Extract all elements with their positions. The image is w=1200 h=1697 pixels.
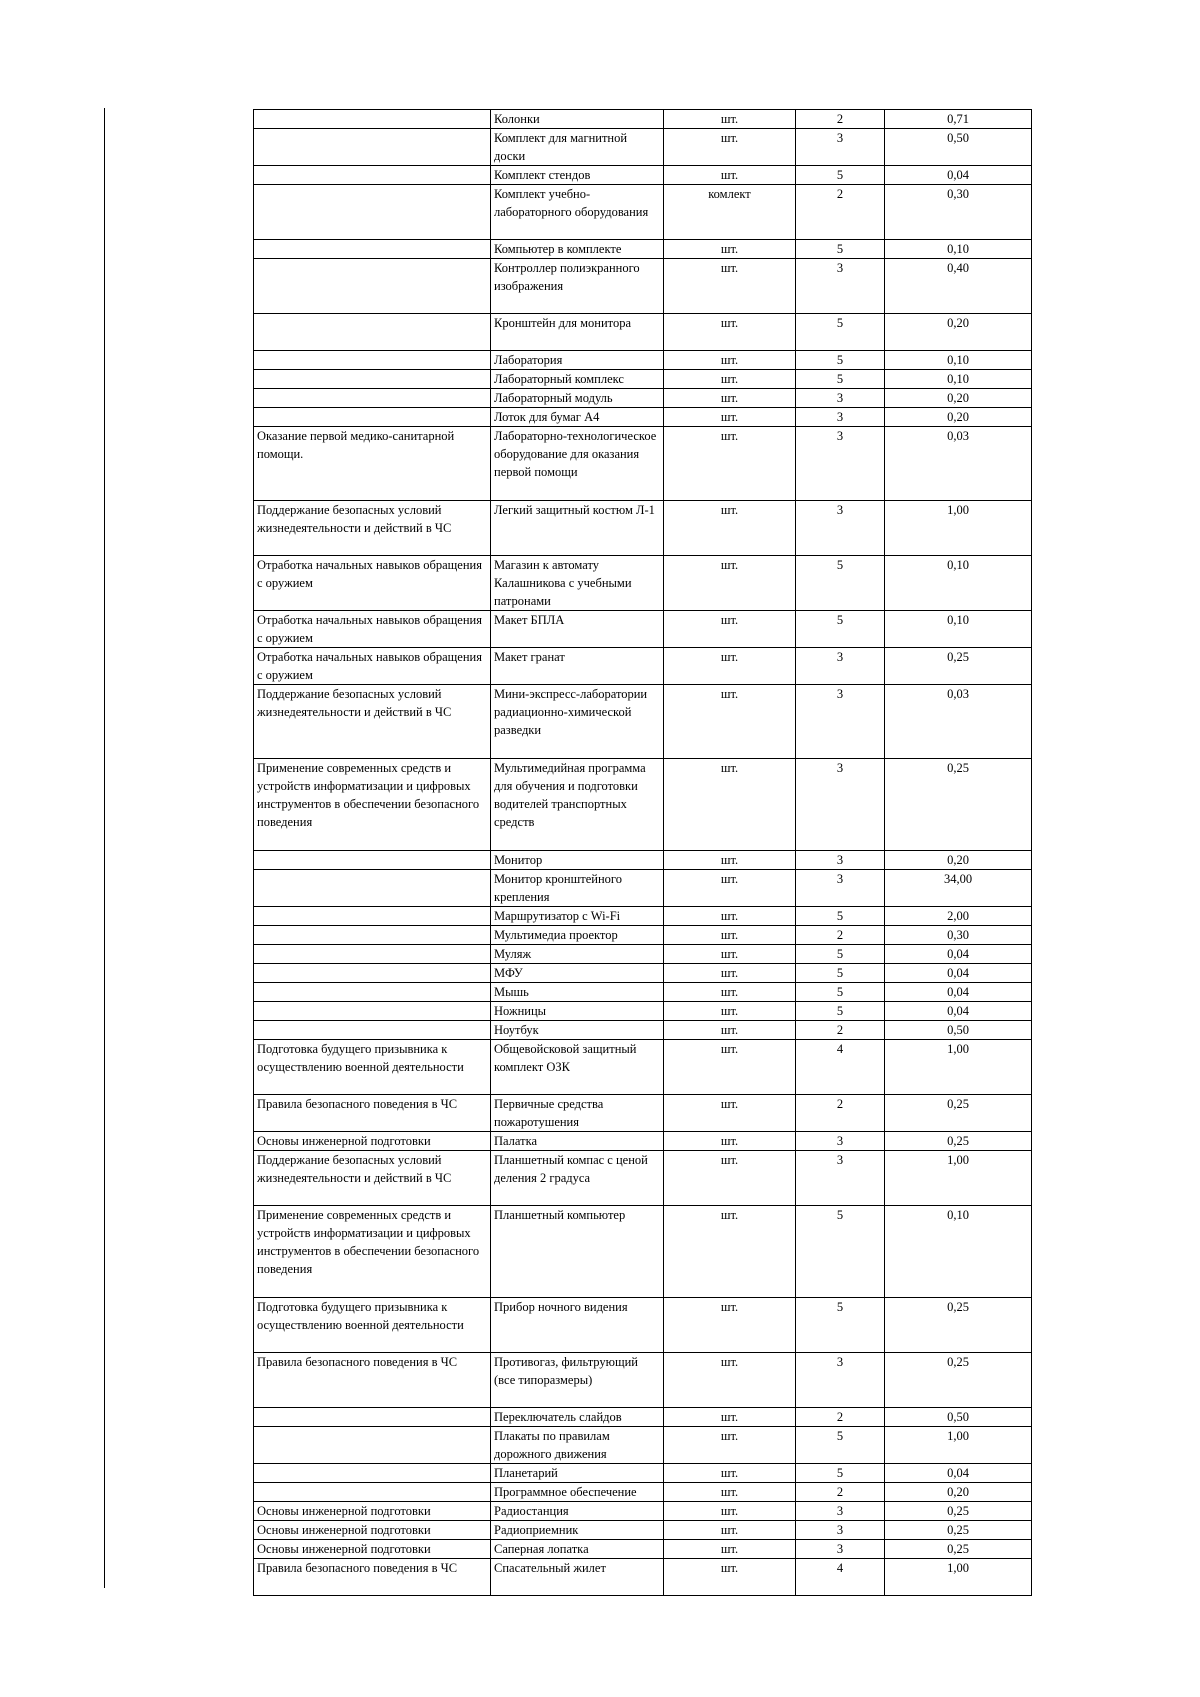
unit-cell: шт. — [664, 556, 796, 611]
item-name-cell: Комплект стендов — [491, 166, 664, 185]
unit-cell: шт. — [664, 945, 796, 964]
value-cell: 0,10 — [885, 1206, 1032, 1298]
unit-cell: шт. — [664, 1298, 796, 1353]
unit-cell: шт. — [664, 314, 796, 351]
section-cell — [254, 1483, 491, 1502]
value-cell: 0,25 — [885, 1298, 1032, 1353]
table-row — [254, 408, 1032, 427]
table-row — [254, 1502, 1032, 1521]
quantity-cell: 5 — [796, 907, 885, 926]
item-name-cell: Первичные средства пожаротушения — [491, 1095, 664, 1132]
item-name-cell: Компьютер в комплекте — [491, 240, 664, 259]
item-name-cell: Монитор кронштейного крепления — [491, 870, 664, 907]
section-cell: Основы инженерной подготовки — [254, 1132, 491, 1151]
quantity-cell: 5 — [796, 1464, 885, 1483]
value-cell: 1,00 — [885, 1040, 1032, 1095]
item-name-cell: Комплект учебно-лабораторного оборудования — [491, 185, 664, 240]
table-row — [254, 1021, 1032, 1040]
quantity-cell: 5 — [796, 240, 885, 259]
unit-cell: шт. — [664, 611, 796, 648]
table-row — [254, 851, 1032, 870]
unit-cell: шт. — [664, 1206, 796, 1298]
section-cell — [254, 945, 491, 964]
section-cell — [254, 408, 491, 427]
section-cell — [254, 240, 491, 259]
section-cell: Основы инженерной подготовки — [254, 1521, 491, 1540]
value-cell: 0,25 — [885, 1521, 1032, 1540]
section-cell: Отработка начальных навыков обращения с оружием — [254, 648, 491, 685]
unit-cell: шт. — [664, 501, 796, 556]
quantity-cell: 3 — [796, 1502, 885, 1521]
section-cell — [254, 314, 491, 351]
unit-cell: шт. — [664, 926, 796, 945]
table-row — [254, 1095, 1032, 1132]
table-row — [254, 501, 1032, 556]
value-cell: 0,04 — [885, 964, 1032, 983]
quantity-cell: 5 — [796, 1298, 885, 1353]
value-cell: 0,50 — [885, 129, 1032, 166]
item-name-cell: Магазин к автомату Калашникова с учебными патронами — [491, 556, 664, 611]
section-cell: Отработка начальных навыков обращения с оружием — [254, 556, 491, 611]
table-row — [254, 166, 1032, 185]
quantity-cell: 2 — [796, 1095, 885, 1132]
section-cell — [254, 870, 491, 907]
item-name-cell: МФУ — [491, 964, 664, 983]
value-cell: 0,30 — [885, 926, 1032, 945]
item-name-cell: Переключатель слайдов — [491, 1408, 664, 1427]
value-cell: 0,20 — [885, 314, 1032, 351]
section-cell: Применение современных средств и устройств информатизации и цифровых инструментов в обеспечении безопасного поведения — [254, 1206, 491, 1298]
value-cell: 0,50 — [885, 1021, 1032, 1040]
section-cell: Поддержание безопасных условий жизнедеятельности и действий в ЧС — [254, 1151, 491, 1206]
quantity-cell: 3 — [796, 1521, 885, 1540]
unit-cell: шт. — [664, 129, 796, 166]
unit-cell: шт. — [664, 685, 796, 759]
quantity-cell: 3 — [796, 759, 885, 851]
quantity-cell: 2 — [796, 926, 885, 945]
table-row — [254, 648, 1032, 685]
unit-cell: шт. — [664, 1502, 796, 1521]
table-row — [254, 983, 1032, 1002]
item-name-cell: Мультимедиа проектор — [491, 926, 664, 945]
table-row — [254, 110, 1032, 129]
value-cell: 0,10 — [885, 611, 1032, 648]
item-name-cell: Лабораторно-технологическое оборудование для оказания первой помощи — [491, 427, 664, 501]
unit-cell: шт. — [664, 648, 796, 685]
table-row — [254, 1540, 1032, 1559]
section-cell — [254, 259, 491, 314]
unit-cell: шт. — [664, 240, 796, 259]
unit-cell: шт. — [664, 1095, 796, 1132]
quantity-cell: 5 — [796, 351, 885, 370]
unit-cell: шт. — [664, 1353, 796, 1408]
quantity-cell: 4 — [796, 1040, 885, 1095]
value-cell: 1,00 — [885, 501, 1032, 556]
item-name-cell: Плакаты по правилам дорожного движения — [491, 1427, 664, 1464]
value-cell: 0,71 — [885, 110, 1032, 129]
item-name-cell: Комплект для магнитной доски — [491, 129, 664, 166]
quantity-cell: 5 — [796, 983, 885, 1002]
section-cell — [254, 926, 491, 945]
unit-cell: шт. — [664, 408, 796, 427]
table-row — [254, 1206, 1032, 1298]
unit-cell: шт. — [664, 1521, 796, 1540]
quantity-cell: 5 — [796, 1427, 885, 1464]
section-cell — [254, 1002, 491, 1021]
unit-cell: шт. — [664, 1040, 796, 1095]
item-name-cell: Колонки — [491, 110, 664, 129]
quantity-cell: 3 — [796, 129, 885, 166]
value-cell: 0,25 — [885, 1502, 1032, 1521]
quantity-cell: 2 — [796, 1021, 885, 1040]
quantity-cell: 5 — [796, 964, 885, 983]
item-name-cell: Радиоприемник — [491, 1521, 664, 1540]
table-row — [254, 1298, 1032, 1353]
item-name-cell: Планшетный компьютер — [491, 1206, 664, 1298]
section-cell: Подготовка будущего призывника к осуществлению военной деятельности — [254, 1298, 491, 1353]
value-cell: 0,25 — [885, 1095, 1032, 1132]
section-cell — [254, 1464, 491, 1483]
value-cell: 1,00 — [885, 1559, 1032, 1596]
section-cell: Оказание первой медико-санитарной помощи. — [254, 427, 491, 501]
table-row — [254, 1559, 1032, 1596]
item-name-cell: Саперная лопатка — [491, 1540, 664, 1559]
value-cell: 0,04 — [885, 1464, 1032, 1483]
value-cell: 0,04 — [885, 1002, 1032, 1021]
quantity-cell: 5 — [796, 370, 885, 389]
section-cell — [254, 851, 491, 870]
value-cell: 0,20 — [885, 1483, 1032, 1502]
value-cell: 0,10 — [885, 351, 1032, 370]
unit-cell: шт. — [664, 1132, 796, 1151]
section-cell — [254, 1408, 491, 1427]
table-row — [254, 1132, 1032, 1151]
quantity-cell: 5 — [796, 945, 885, 964]
item-name-cell: Планшетный компас с ценой деления 2 градуса — [491, 1151, 664, 1206]
unit-cell: шт. — [664, 1464, 796, 1483]
unit-cell: шт. — [664, 166, 796, 185]
unit-cell: шт. — [664, 1151, 796, 1206]
item-name-cell: Мышь — [491, 983, 664, 1002]
unit-cell: шт. — [664, 964, 796, 983]
table-row — [254, 314, 1032, 351]
value-cell: 0,10 — [885, 240, 1032, 259]
table-row — [254, 1002, 1032, 1021]
item-name-cell: Палатка — [491, 1132, 664, 1151]
table-row — [254, 1040, 1032, 1095]
section-cell — [254, 185, 491, 240]
quantity-cell: 3 — [796, 408, 885, 427]
section-cell: Применение современных средств и устройств информатизации и цифровых инструментов в обеспечении безопасного поведения — [254, 759, 491, 851]
unit-cell: шт. — [664, 1540, 796, 1559]
quantity-cell: 2 — [796, 1408, 885, 1427]
left-margin-rule — [104, 108, 105, 1588]
section-cell — [254, 129, 491, 166]
unit-cell: комлект — [664, 185, 796, 240]
section-cell: Правила безопасного поведения в ЧС — [254, 1559, 491, 1596]
value-cell: 34,00 — [885, 870, 1032, 907]
table-row — [254, 945, 1032, 964]
table-row — [254, 1353, 1032, 1408]
table-row — [254, 1427, 1032, 1464]
item-name-cell: Макет БПЛА — [491, 611, 664, 648]
unit-cell: шт. — [664, 259, 796, 314]
value-cell: 0,25 — [885, 1132, 1032, 1151]
unit-cell: шт. — [664, 389, 796, 408]
table-row — [254, 556, 1032, 611]
quantity-cell: 3 — [796, 870, 885, 907]
value-cell: 0,25 — [885, 648, 1032, 685]
table-row — [254, 351, 1032, 370]
item-name-cell: Радиостанция — [491, 1502, 664, 1521]
unit-cell: шт. — [664, 983, 796, 1002]
table-row — [254, 370, 1032, 389]
quantity-cell: 5 — [796, 611, 885, 648]
quantity-cell: 5 — [796, 1002, 885, 1021]
item-name-cell: Планетарий — [491, 1464, 664, 1483]
table-row — [254, 1483, 1032, 1502]
unit-cell: шт. — [664, 1559, 796, 1596]
item-name-cell: Макет гранат — [491, 648, 664, 685]
unit-cell: шт. — [664, 759, 796, 851]
item-name-cell: Спасательный жилет — [491, 1559, 664, 1596]
quantity-cell: 5 — [796, 1206, 885, 1298]
item-name-cell: Ножницы — [491, 1002, 664, 1021]
value-cell: 0,25 — [885, 759, 1032, 851]
value-cell: 0,40 — [885, 259, 1032, 314]
value-cell: 0,20 — [885, 851, 1032, 870]
item-name-cell: Прибор ночного видения — [491, 1298, 664, 1353]
table-row — [254, 185, 1032, 240]
table-row — [254, 964, 1032, 983]
quantity-cell: 3 — [796, 851, 885, 870]
item-name-cell: Муляж — [491, 945, 664, 964]
table-row — [254, 1464, 1032, 1483]
table-row — [254, 389, 1032, 408]
section-cell: Поддержание безопасных условий жизнедеятельности и действий в ЧС — [254, 501, 491, 556]
quantity-cell: 3 — [796, 427, 885, 501]
item-name-cell: Лабораторный комплекс — [491, 370, 664, 389]
table-row — [254, 685, 1032, 759]
table-row — [254, 907, 1032, 926]
value-cell: 0,03 — [885, 427, 1032, 501]
section-cell — [254, 1427, 491, 1464]
section-cell — [254, 964, 491, 983]
section-cell — [254, 1021, 491, 1040]
table-row — [254, 259, 1032, 314]
value-cell: 0,04 — [885, 166, 1032, 185]
section-cell: Основы инженерной подготовки — [254, 1540, 491, 1559]
unit-cell: шт. — [664, 1002, 796, 1021]
quantity-cell: 3 — [796, 1540, 885, 1559]
section-cell — [254, 370, 491, 389]
quantity-cell: 2 — [796, 1483, 885, 1502]
item-name-cell: Легкий защитный костюм Л-1 — [491, 501, 664, 556]
unit-cell: шт. — [664, 1427, 796, 1464]
item-name-cell: Программное обеспечение — [491, 1483, 664, 1502]
value-cell: 0,04 — [885, 945, 1032, 964]
section-cell — [254, 983, 491, 1002]
unit-cell: шт. — [664, 351, 796, 370]
value-cell: 2,00 — [885, 907, 1032, 926]
table-row — [254, 870, 1032, 907]
section-cell: Основы инженерной подготовки — [254, 1502, 491, 1521]
unit-cell: шт. — [664, 1408, 796, 1427]
quantity-cell: 3 — [796, 501, 885, 556]
value-cell: 0,03 — [885, 685, 1032, 759]
table-row — [254, 611, 1032, 648]
table-row — [254, 129, 1032, 166]
quantity-cell: 3 — [796, 259, 885, 314]
value-cell: 0,10 — [885, 370, 1032, 389]
quantity-cell: 5 — [796, 556, 885, 611]
quantity-cell: 3 — [796, 648, 885, 685]
unit-cell: шт. — [664, 851, 796, 870]
table-row — [254, 1408, 1032, 1427]
item-name-cell: Мультимедийная программа для обучения и подготовки водителей транспортных средств — [491, 759, 664, 851]
quantity-cell: 2 — [796, 110, 885, 129]
unit-cell: шт. — [664, 110, 796, 129]
item-name-cell: Маршрутизатор с Wi-Fi — [491, 907, 664, 926]
section-cell — [254, 166, 491, 185]
table-row — [254, 1521, 1032, 1540]
quantity-cell: 3 — [796, 1353, 885, 1408]
quantity-cell: 3 — [796, 685, 885, 759]
value-cell: 0,50 — [885, 1408, 1032, 1427]
quantity-cell: 3 — [796, 389, 885, 408]
item-name-cell: Противогаз, фильтрующий (все типоразмеры) — [491, 1353, 664, 1408]
value-cell: 0,25 — [885, 1540, 1032, 1559]
section-cell: Отработка начальных навыков обращения с оружием — [254, 611, 491, 648]
value-cell: 0,10 — [885, 556, 1032, 611]
unit-cell: шт. — [664, 370, 796, 389]
value-cell: 0,30 — [885, 185, 1032, 240]
unit-cell: шт. — [664, 1483, 796, 1502]
item-name-cell: Лабораторный модуль — [491, 389, 664, 408]
quantity-cell: 5 — [796, 166, 885, 185]
unit-cell: шт. — [664, 870, 796, 907]
section-cell — [254, 351, 491, 370]
quantity-cell: 2 — [796, 185, 885, 240]
value-cell: 0,20 — [885, 389, 1032, 408]
item-name-cell: Лоток для бумаг А4 — [491, 408, 664, 427]
item-name-cell: Монитор — [491, 851, 664, 870]
value-cell: 0,20 — [885, 408, 1032, 427]
value-cell: 0,04 — [885, 983, 1032, 1002]
section-cell: Правила безопасного поведения в ЧС — [254, 1095, 491, 1132]
quantity-cell: 3 — [796, 1132, 885, 1151]
unit-cell: шт. — [664, 907, 796, 926]
value-cell: 1,00 — [885, 1151, 1032, 1206]
equipment-table — [253, 109, 1032, 1596]
value-cell: 0,25 — [885, 1353, 1032, 1408]
table-row — [254, 240, 1032, 259]
table-row — [254, 1151, 1032, 1206]
item-name-cell: Лаборатория — [491, 351, 664, 370]
section-cell — [254, 907, 491, 926]
value-cell: 1,00 — [885, 1427, 1032, 1464]
section-cell: Подготовка будущего призывника к осуществлению военной деятельности — [254, 1040, 491, 1095]
item-name-cell: Контроллер полиэкранного изображения — [491, 259, 664, 314]
quantity-cell: 3 — [796, 1151, 885, 1206]
item-name-cell: Ноутбук — [491, 1021, 664, 1040]
quantity-cell: 5 — [796, 314, 885, 351]
unit-cell: шт. — [664, 1021, 796, 1040]
item-name-cell: Мини-экспресс-лаборатории радиационно-химической разведки — [491, 685, 664, 759]
unit-cell: шт. — [664, 427, 796, 501]
section-cell: Правила безопасного поведения в ЧС — [254, 1353, 491, 1408]
section-cell — [254, 389, 491, 408]
item-name-cell: Общевойсковой защитный комплект ОЗК — [491, 1040, 664, 1095]
quantity-cell: 4 — [796, 1559, 885, 1596]
table-row — [254, 759, 1032, 851]
section-cell — [254, 110, 491, 129]
section-cell: Поддержание безопасных условий жизнедеятельности и действий в ЧС — [254, 685, 491, 759]
table-row — [254, 427, 1032, 501]
item-name-cell: Кронштейн для монитора — [491, 314, 664, 351]
equipment-table-body — [254, 110, 1032, 1596]
table-row — [254, 926, 1032, 945]
